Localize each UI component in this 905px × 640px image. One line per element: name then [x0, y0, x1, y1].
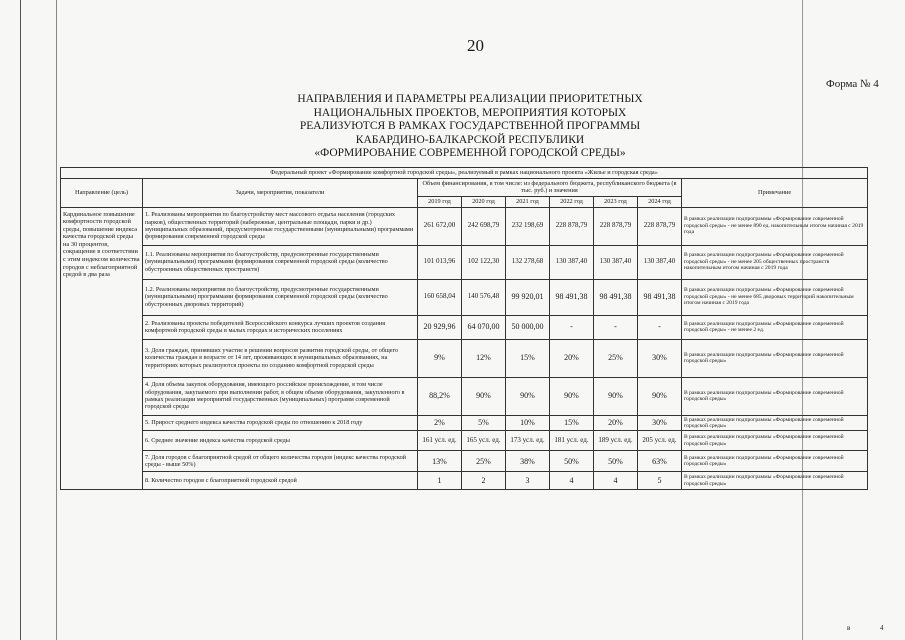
value-cell: 161 усл. ед.: [418, 431, 462, 451]
value-cell: 242 698,79: [462, 207, 506, 245]
value-cell: 165 усл. ед.: [462, 431, 506, 451]
note-cell: В рамках реализации подпрограммы «Формирование современной городской среды»: [682, 339, 868, 377]
note-cell: В рамках реализации подпрограммы «Формирование современной городской среды»: [682, 415, 868, 431]
value-cell: 50%: [594, 451, 638, 472]
value-cell: 88,2%: [418, 377, 462, 415]
federal-project-header: Федеральный проект «Формирование комфортной городской среды», реализуемый в рамках национального проекта «Жилье и городская среда»: [61, 168, 868, 179]
value-cell: 90%: [594, 377, 638, 415]
value-cell: -: [550, 315, 594, 339]
value-cell: 3: [506, 472, 550, 490]
note-cell: В рамках реализации подпрограммы «Формирование современной городской среды» - не менее 890 ед. накопительным итогом начиная с 2019 года: [682, 207, 868, 245]
value-cell: 4: [550, 472, 594, 490]
title-line: «ФОРМИРОВАНИЕ СОВРЕМЕННОЙ ГОРОДСКОЙ СРЕДЫ»: [314, 147, 626, 159]
table-row: [61, 315, 868, 339]
note-column-header: Примечание: [682, 178, 868, 207]
table-row: [61, 377, 868, 415]
value-cell: 1: [418, 472, 462, 490]
tasks-column-header: Задачи, мероприятия, показатели: [143, 178, 418, 207]
year-header: 2023 год: [594, 196, 638, 207]
note-cell: В рамках реализации подпрограммы «Формирование современной городской среды» - не менее 205 общественных пространств накопительным итогом начиная с 2019 года: [682, 245, 868, 279]
task-cell: 1.2. Реализованы мероприятия по благоустройству, предусмотренные государственными (муниципальными) программами формирования современной городской среды (количество обустроенных дворовых территорий): [143, 279, 418, 315]
table-row: [61, 451, 868, 472]
direction-cell: Кардинальное повышение комфортности городской среды, повышение индекса качества городской среды на 30 процентов, сокращение в соответствии с этим индексом количества городов с неблагоприятной средой в два раза: [61, 207, 143, 490]
title-line: НАПРАВЛЕНИЯ И ПАРАМЕТРЫ РЕАЛИЗАЦИИ ПРИОРИТЕТНЫХ: [297, 93, 643, 105]
page-edge-left: [20, 0, 21, 640]
value-cell: 2%: [418, 415, 462, 431]
value-cell: 98 491,38: [550, 279, 594, 315]
note-cell: В рамках реализации подпрограммы «Формирование современной городской среды»: [682, 472, 868, 490]
table-row: [61, 431, 868, 451]
value-cell: 5: [638, 472, 682, 490]
value-cell: 98 491,38: [594, 279, 638, 315]
document-title: [250, 93, 690, 161]
value-cell: 10%: [506, 415, 550, 431]
value-cell: 101 013,96: [418, 245, 462, 279]
value-cell: 38%: [506, 451, 550, 472]
footer-mark: 4: [880, 624, 884, 632]
value-cell: 90%: [462, 377, 506, 415]
value-cell: 50%: [550, 451, 594, 472]
value-cell: -: [638, 315, 682, 339]
year-header: 2021 год: [506, 196, 550, 207]
direction-column-header: Направление (цель): [61, 178, 143, 207]
task-cell: 5. Прирост среднего индекса качества городской среды по отношению к 2018 году: [143, 415, 418, 431]
title-line: НАЦИОНАЛЬНЫХ ПРОЕКТОВ, МЕРОПРИЯТИЯ КОТОРЫХ: [313, 106, 627, 119]
value-cell: 5%: [462, 415, 506, 431]
note-cell: В рамках реализации подпрограммы «Формирование современной городской среды» - не менее 685 дворовых территорий накопительным итогом начиная с 2019 года: [682, 279, 868, 315]
task-cell: 7. Доля городов с благоприятной средой от общего количества городов (индекс качества городской среды - выше 50%): [143, 451, 418, 472]
value-cell: 173 усл. ед.: [506, 431, 550, 451]
page-number: 20: [467, 36, 484, 55]
title-line: РЕАЛИЗУЮТСЯ В РАМКАХ ГОСУДАРСТВЕННОЙ ПРОГРАММЫ: [299, 120, 641, 132]
value-cell: 228 878,79: [638, 207, 682, 245]
footer-mark: в: [847, 624, 851, 632]
table-row: [61, 245, 868, 279]
value-cell: 30%: [638, 415, 682, 431]
year-header: 2022 год: [550, 196, 594, 207]
value-cell: 25%: [462, 451, 506, 472]
value-cell: 181 усл. ед.: [550, 431, 594, 451]
value-cell: 2: [462, 472, 506, 490]
value-cell: 261 672,00: [418, 207, 462, 245]
value-cell: 90%: [550, 377, 594, 415]
year-header: 2020 год: [462, 196, 506, 207]
value-cell: 130 387,40: [550, 245, 594, 279]
value-cell: 102 122,30: [462, 245, 506, 279]
table-row: [61, 279, 868, 315]
financing-column-header: Объем финансирования, в том числе: из федерального бюджета, республиканского бюджета (в тыс. руб.) и значения: [418, 178, 682, 196]
task-cell: 1. Реализованы мероприятия по благоустройству мест массового отдыха населения (городских парков), общественных территорий (набережные, центральные площади, парки и др.) муниципальных образований, предусмотренные государственными (муниципальными) программами формирования современной городской среды: [143, 207, 418, 245]
value-cell: 130 387,40: [638, 245, 682, 279]
note-cell: В рамках реализации подпрограммы «Формирование современной городской среды»: [682, 451, 868, 472]
value-cell: 9%: [418, 339, 462, 377]
value-cell: 228 878,79: [550, 207, 594, 245]
value-cell: 228 878,79: [594, 207, 638, 245]
note-cell: В рамках реализации подпрограммы «Формирование современной городской среды»: [682, 431, 868, 451]
value-cell: 50 000,00: [506, 315, 550, 339]
value-cell: 20 929,96: [418, 315, 462, 339]
table-row: [61, 472, 868, 490]
value-cell: 12%: [462, 339, 506, 377]
task-cell: 4. Доля объема закупок оборудования, имеющего российское происхождение, в том числе оборудования, закупаемого при выполнении работ, в общем объеме оборудования, закупленного в рамках реализации мероприятий государственных (муниципальных) программ современной городской среды: [143, 377, 418, 415]
title-line: КАБАРДИНО-БАЛКАРСКОЙ РЕСПУБЛИКИ: [355, 133, 585, 146]
task-cell: 8. Количество городов с благоприятной городской средой: [143, 472, 418, 490]
value-cell: 90%: [638, 377, 682, 415]
note-cell: В рамках реализации подпрограммы «Формирование современной городской среды»: [682, 377, 868, 415]
value-cell: 160 658,04: [418, 279, 462, 315]
value-cell: 140 576,48: [462, 279, 506, 315]
form-label: Форма № 4: [826, 78, 879, 90]
year-header: 2019 год: [418, 196, 462, 207]
value-cell: 4: [594, 472, 638, 490]
table-row: [61, 207, 868, 245]
task-cell: 3. Доля граждан, принявших участие в решении вопросов развития городской среды, от общего количества граждан в возрасте от 14 лет, проживающих в муниципальных образованиях, на территориях которых реализуются проекты по созданию комфортной городской среды: [143, 339, 418, 377]
value-cell: 20%: [594, 415, 638, 431]
value-cell: 64 070,00: [462, 315, 506, 339]
value-cell: -: [594, 315, 638, 339]
value-cell: 132 278,68: [506, 245, 550, 279]
table-row: [61, 339, 868, 377]
page-margin-line: [56, 0, 57, 640]
value-cell: 98 491,38: [638, 279, 682, 315]
value-cell: 99 920,01: [506, 279, 550, 315]
parameters-table: [60, 167, 868, 490]
year-header: 2024 год: [638, 196, 682, 207]
note-cell: В рамках реализации подпрограммы «Формирование современной городской среды» - не менее 2 ед.: [682, 315, 868, 339]
value-cell: 232 198,69: [506, 207, 550, 245]
value-cell: 20%: [550, 339, 594, 377]
value-cell: 130 387,40: [594, 245, 638, 279]
value-cell: 15%: [506, 339, 550, 377]
task-cell: 6. Среднее значение индекса качества городской среды: [143, 431, 418, 451]
value-cell: 15%: [550, 415, 594, 431]
value-cell: 90%: [506, 377, 550, 415]
value-cell: 30%: [638, 339, 682, 377]
table-row: [61, 415, 868, 431]
task-cell: 2. Реализованы проекты победителей Всероссийского конкурса лучших проектов создания комфортной городской среды в малых городах и исторических поселениях: [143, 315, 418, 339]
value-cell: 25%: [594, 339, 638, 377]
value-cell: 63%: [638, 451, 682, 472]
value-cell: 13%: [418, 451, 462, 472]
value-cell: 189 усл. ед.: [594, 431, 638, 451]
value-cell: 205 усл. ед.: [638, 431, 682, 451]
task-cell: 1.1. Реализованы мероприятия по благоустройству, предусмотренные государственными (муниципальными) программами формирования современной городской среды (количество обустроенных общественных пространств): [143, 245, 418, 279]
